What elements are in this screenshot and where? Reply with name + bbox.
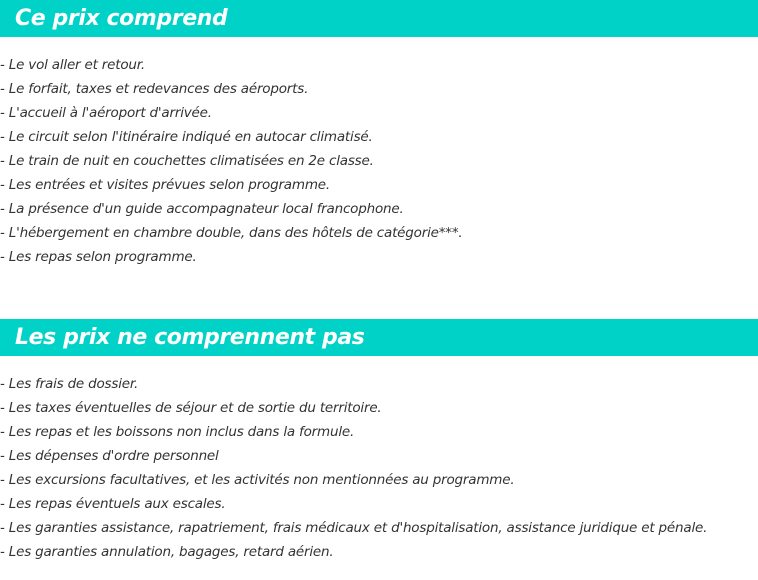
excluded-item: - Les excursions facultatives, et les activités non mentionnées au programme.: [0, 472, 515, 488]
excluded-item: - Les repas éventuels aux escales.: [0, 496, 226, 512]
included-item: - Les entrées et visites prévues selon programme.: [0, 177, 330, 193]
included-section-title: Ce prix comprend: [15, 6, 228, 31]
excluded-item: - Les dépenses d'ordre personnel: [0, 448, 219, 464]
included-section-header: [0, 0, 758, 37]
included-item: - Le forfait, taxes et redevances des aéroports.: [0, 81, 309, 97]
included-item: - Les repas selon programme.: [0, 249, 197, 265]
excluded-section-title: Les prix ne comprennent pas: [15, 325, 365, 350]
excluded-item: - Les garanties assistance, rapatriement, frais médicaux et d'hospitalisation, assistance juridique et pénale.: [0, 520, 708, 536]
excluded-item: - Les garanties annulation, bagages, retard aérien.: [0, 544, 334, 560]
included-item: - Le train de nuit en couchettes climatisées en 2e classe.: [0, 153, 374, 169]
excluded-item: - Les taxes éventuelles de séjour et de sortie du territoire.: [0, 400, 382, 416]
included-item: - Le vol aller et retour.: [0, 57, 145, 73]
included-item: - La présence d'un guide accompagnateur local francophone.: [0, 201, 404, 217]
included-item: - Le circuit selon l'itinéraire indiqué en autocar climatisé.: [0, 129, 373, 145]
included-list: [0, 53, 462, 269]
excluded-item: - Les repas et les boissons non inclus dans la formule.: [0, 424, 355, 440]
included-item: - L'hébergement en chambre double, dans des hôtels de catégorie***.: [0, 225, 463, 241]
included-item: - L'accueil à l'aéroport d'arrivée.: [0, 105, 212, 121]
excluded-list: [0, 372, 707, 564]
excluded-item: - Les frais de dossier.: [0, 376, 139, 392]
excluded-section-header: [0, 319, 758, 356]
